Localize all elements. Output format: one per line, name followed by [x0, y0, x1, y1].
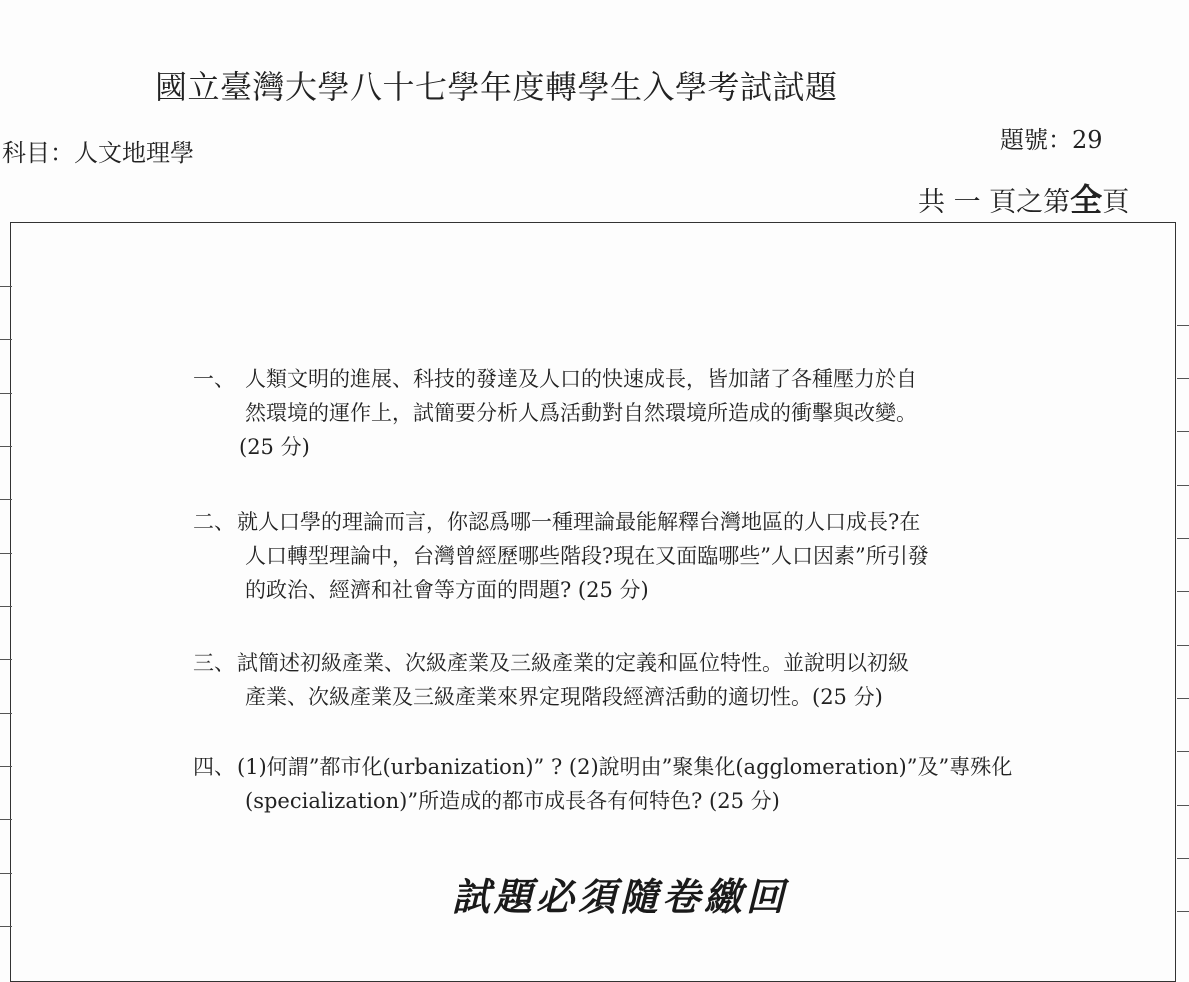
question-2: [193, 505, 1023, 607]
margin-tick: [1177, 751, 1189, 752]
margin-tick: [0, 499, 12, 500]
margin-tick: [0, 713, 12, 714]
question-1-line-2: 然環境的運作上，試簡要分析人爲活動對自然環境所造成的衝擊與改變。: [245, 401, 917, 425]
margin-tick: [0, 926, 12, 927]
question-3: [193, 646, 1023, 714]
question-number: 題號：29: [1000, 126, 1103, 154]
margin-tick: [1177, 591, 1189, 592]
margin-tick: [0, 286, 12, 287]
margin-tick: [1177, 698, 1189, 699]
question-3-number: 三、: [193, 651, 235, 675]
margin-tick: [0, 766, 12, 767]
margin-tick: [1177, 911, 1189, 912]
question-1: [193, 362, 1023, 464]
question-2-number: 二、: [193, 510, 235, 534]
margin-tick: [0, 873, 12, 874]
margin-tick: [0, 659, 12, 660]
margin-tick: [1177, 805, 1189, 806]
margin-tick: [1177, 431, 1189, 432]
exam-title: 國立臺灣大學八十七學年度轉學生入學考試試題: [155, 68, 838, 106]
question-3-line-1: 試簡述初級產業、次級產業及三級產業的定義和區位特性。並說明以初級: [237, 651, 909, 675]
question-1-number: 一、: [193, 367, 235, 391]
question-4-number: 四、: [193, 755, 235, 779]
question-4-line-2: (specialization)”所造成的都市成長各有何特色? (25 分): [245, 789, 780, 813]
margin-tick: [0, 606, 12, 607]
question-1-line-3: (25 分): [239, 435, 310, 459]
margin-tick: [1177, 645, 1189, 646]
question-2-line-1: 就人口學的理論而言，你認爲哪一種理論最能解釋台灣地區的人口成長?在: [237, 510, 921, 534]
question-2-line-3: 的政治、經濟和社會等方面的問題? (25 分): [245, 578, 649, 602]
question-2-line-2: 人口轉型理論中，台灣曾經歷哪些階段?現在又面臨哪些”人口因素”所引發: [245, 544, 929, 568]
margin-tick: [1177, 538, 1189, 539]
margin-tick: [1177, 485, 1189, 486]
question-4: [193, 750, 1023, 818]
page-count-prefix: 共 一 頁之第: [918, 187, 1071, 218]
subject-label: 科目：人文地理學: [2, 139, 194, 167]
margin-tick: [1177, 378, 1189, 379]
page-count: [918, 175, 1129, 221]
question-3-line-2: 產業、次級產業及三級產業來界定現階段經濟活動的適切性。(25 分): [245, 685, 883, 709]
question-1-line-1: 人類文明的進展、科技的發達及人口的快速成長，皆加諸了各種壓力於自: [245, 367, 917, 391]
margin-tick: [0, 393, 12, 394]
margin-tick: [0, 446, 12, 447]
margin-tick: [0, 819, 12, 820]
margin-tick: [1177, 325, 1189, 326]
margin-tick: [0, 339, 12, 340]
margin-tick: [1177, 858, 1189, 859]
page-count-all: 全: [1070, 181, 1103, 219]
return-exam-stamp: 試題必須隨卷繳回: [452, 874, 789, 919]
page-count-suffix: 頁: [1102, 187, 1130, 218]
margin-tick: [0, 553, 12, 554]
question-4-line-1: (1)何謂”都市化(urbanization)” ? (2)說明由”聚集化(agglomeration)”及”專殊化: [237, 755, 1013, 779]
